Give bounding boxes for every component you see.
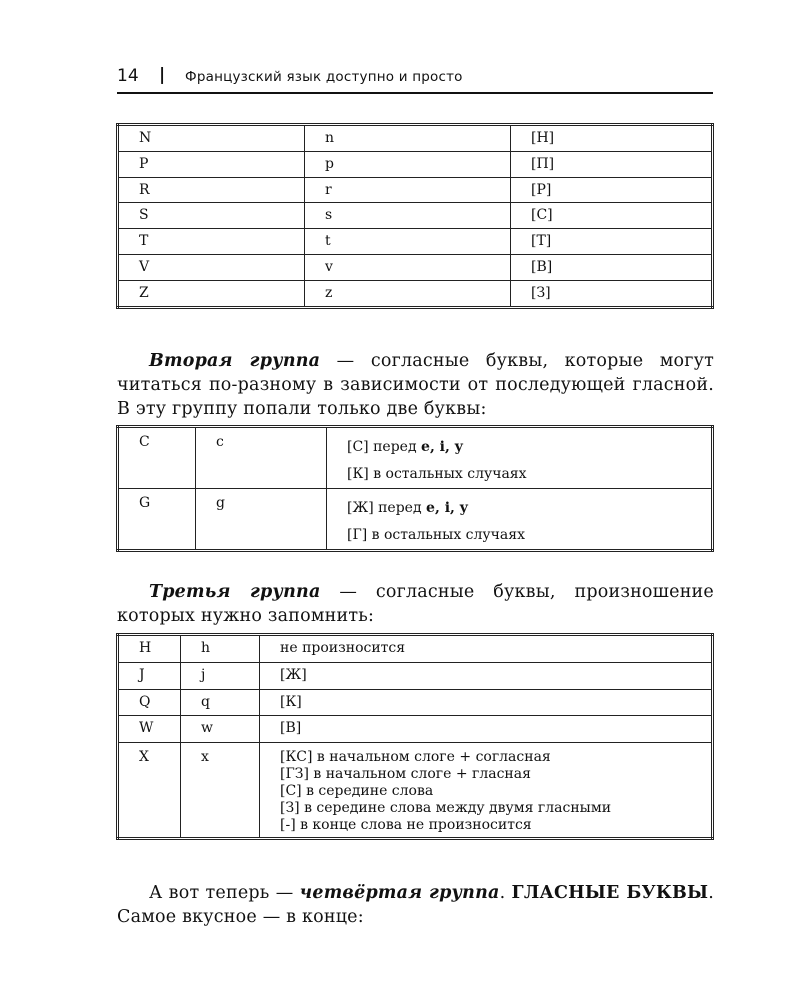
lowercase-letter: v (305, 254, 511, 280)
pronunciation: [Н] (511, 125, 713, 152)
lowercase-letter: h (181, 635, 260, 663)
fourth-group-paragraph (117, 881, 714, 929)
second-group-text: — согласные буквы, которые могут читаться по-разному в зависимости от последующей гласной. В эту группу попали только две буквы: (117, 350, 715, 419)
uppercase-letter: C (118, 427, 196, 489)
fourth-group-lead: А вот теперь — (149, 882, 300, 903)
pronunciation: [В] (260, 716, 713, 743)
consonants-table-first-group (116, 123, 714, 309)
rule-text: [Ж] перед (347, 500, 427, 516)
uppercase-letter: X (118, 743, 181, 839)
table-row (118, 489, 713, 551)
fourth-group-dot: . (499, 882, 512, 903)
uppercase-letter: V (118, 254, 305, 280)
pronunciation: [З] (511, 280, 713, 307)
table-row (118, 427, 713, 489)
uppercase-letter: Z (118, 280, 305, 307)
uppercase-letter: W (118, 716, 181, 743)
table-row (118, 151, 713, 177)
uppercase-letter: Q (118, 689, 181, 716)
uppercase-letter: J (118, 662, 181, 689)
lowercase-letter: q (181, 689, 260, 716)
book-title: Французский язык доступно и просто (185, 69, 463, 85)
pronunciation: [Р] (511, 177, 713, 203)
uppercase-letter: G (118, 489, 196, 551)
table-row (118, 125, 713, 152)
rule-text: [С] перед (347, 439, 422, 455)
pronunciation: [П] (511, 151, 713, 177)
rule-vowels: e, i, y (426, 500, 468, 516)
table-row (118, 635, 713, 663)
lowercase-letter: z (305, 280, 511, 307)
table-row (118, 177, 713, 203)
rule-line: [С] в середине слова (280, 783, 434, 800)
uppercase-letter: T (118, 229, 305, 255)
header-separator: | (159, 65, 166, 85)
uppercase-letter: R (118, 177, 305, 203)
pronunciation: [В] (511, 254, 713, 280)
rule-line: [З] в середине слова между двумя гласными (280, 800, 612, 817)
rule-line: [Г] в остальных случаях (347, 527, 525, 543)
pronunciation: [С] (511, 203, 713, 229)
lowercase-letter: p (305, 151, 511, 177)
pronunciation: [К] (260, 689, 713, 716)
table-row (118, 743, 713, 839)
table-row (118, 280, 713, 307)
table-row (118, 662, 713, 689)
table-row (118, 229, 713, 255)
rule-line: [К] в остальных случаях (347, 466, 527, 482)
rule-line (347, 434, 711, 461)
rule-line: [КС] в начальном слоге + согласная (280, 749, 551, 766)
consonants-table-second-group (116, 425, 714, 552)
rule-line: [-] в конце слова не произносится (280, 817, 532, 834)
consonants-table-third-group (116, 633, 714, 840)
third-group-paragraph (117, 580, 714, 628)
lowercase-letter: j (181, 662, 260, 689)
lowercase-letter: g (196, 489, 327, 551)
table-row (118, 716, 713, 743)
lowercase-letter: c (196, 427, 327, 489)
table-row (118, 254, 713, 280)
page-number: 14 (117, 66, 139, 86)
vowels-caps-heading: ГЛАСНЫЕ БУКВЫ (511, 882, 709, 903)
lowercase-letter: t (305, 229, 511, 255)
rule-vowels: e, i, y (421, 439, 463, 455)
second-group-paragraph (117, 349, 714, 421)
third-group-text: — согласные буквы, произношение которых нужно запомнить: (117, 581, 714, 626)
fourth-group-tail: . Самое вкусное — в конце: (117, 882, 714, 927)
third-group-term: Третья группа (149, 581, 321, 602)
rule-line: [ГЗ] в начальном слоге + гласная (280, 766, 531, 783)
lowercase-letter: x (181, 743, 260, 839)
pronunciation: [Ж] (260, 662, 713, 689)
table-row (118, 203, 713, 229)
table-row (118, 689, 713, 716)
uppercase-letter: H (118, 635, 181, 663)
lowercase-letter: w (181, 716, 260, 743)
pronunciation: не произносится (260, 635, 713, 663)
fourth-group-term: четвёртая группа (299, 882, 500, 903)
second-group-term: Вторая группа (149, 350, 321, 371)
uppercase-letter: S (118, 203, 305, 229)
rule-line (347, 495, 711, 522)
pronunciation-cell (327, 489, 713, 551)
pronunciation-cell (327, 427, 713, 489)
pronunciation-cell (260, 743, 713, 839)
lowercase-letter: s (305, 203, 511, 229)
running-header (117, 64, 713, 94)
pronunciation: [Т] (511, 229, 713, 255)
lowercase-letter: r (305, 177, 511, 203)
lowercase-letter: n (305, 125, 511, 152)
uppercase-letter: P (118, 151, 305, 177)
uppercase-letter: N (118, 125, 305, 152)
